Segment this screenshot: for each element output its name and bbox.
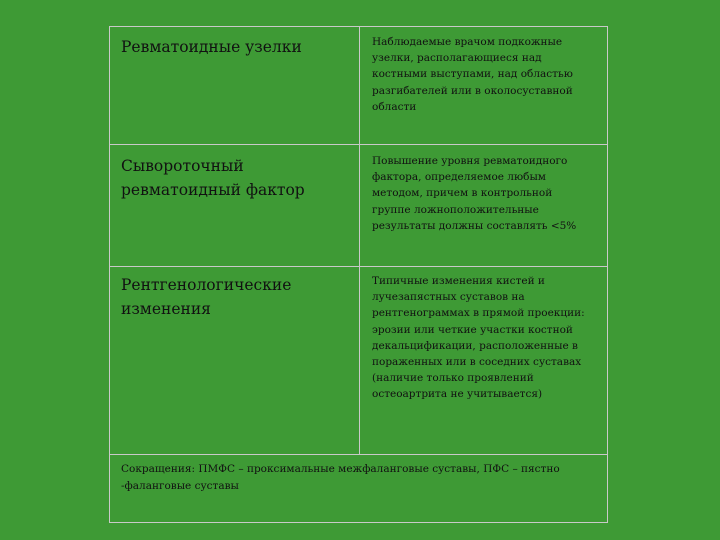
criterion-cell: Ревматоидные узелки (121, 38, 302, 56)
description-cell: Повышение уровня ревматоидного фактора, определяемое любым методом, причем в контрольной группе ложноположительные результаты должны составлять <5% (372, 155, 577, 232)
criterion-cell: Сывороточный ревматоидный фактор (121, 157, 305, 199)
criterion-cell: Рентгенологические изменения (121, 276, 292, 318)
row-divider (110, 144, 607, 145)
column-divider (359, 27, 360, 455)
description-cell: Наблюдаемые врачом подкожные узелки, располагающиеся над костными выступами, над областью разгибателей или в околосуставной области (372, 36, 573, 113)
criteria-table (109, 26, 608, 523)
description-cell: Типичные изменения кистей и лучезапястных суставов на рентгенограммах в прямой проекции: эрозии или четкие участки костной декальцификации, расположенные в пораженных или в соседних суставах (наличие только проявлений остеоартрита не учитывается) (372, 275, 585, 401)
row-divider (110, 266, 607, 267)
abbreviations-footnote: Сокращения: ПМФС – проксимальные межфаланговые суставы, ПФС – пястно -фаланговые суставы (121, 463, 560, 492)
footnote-divider (110, 454, 607, 455)
